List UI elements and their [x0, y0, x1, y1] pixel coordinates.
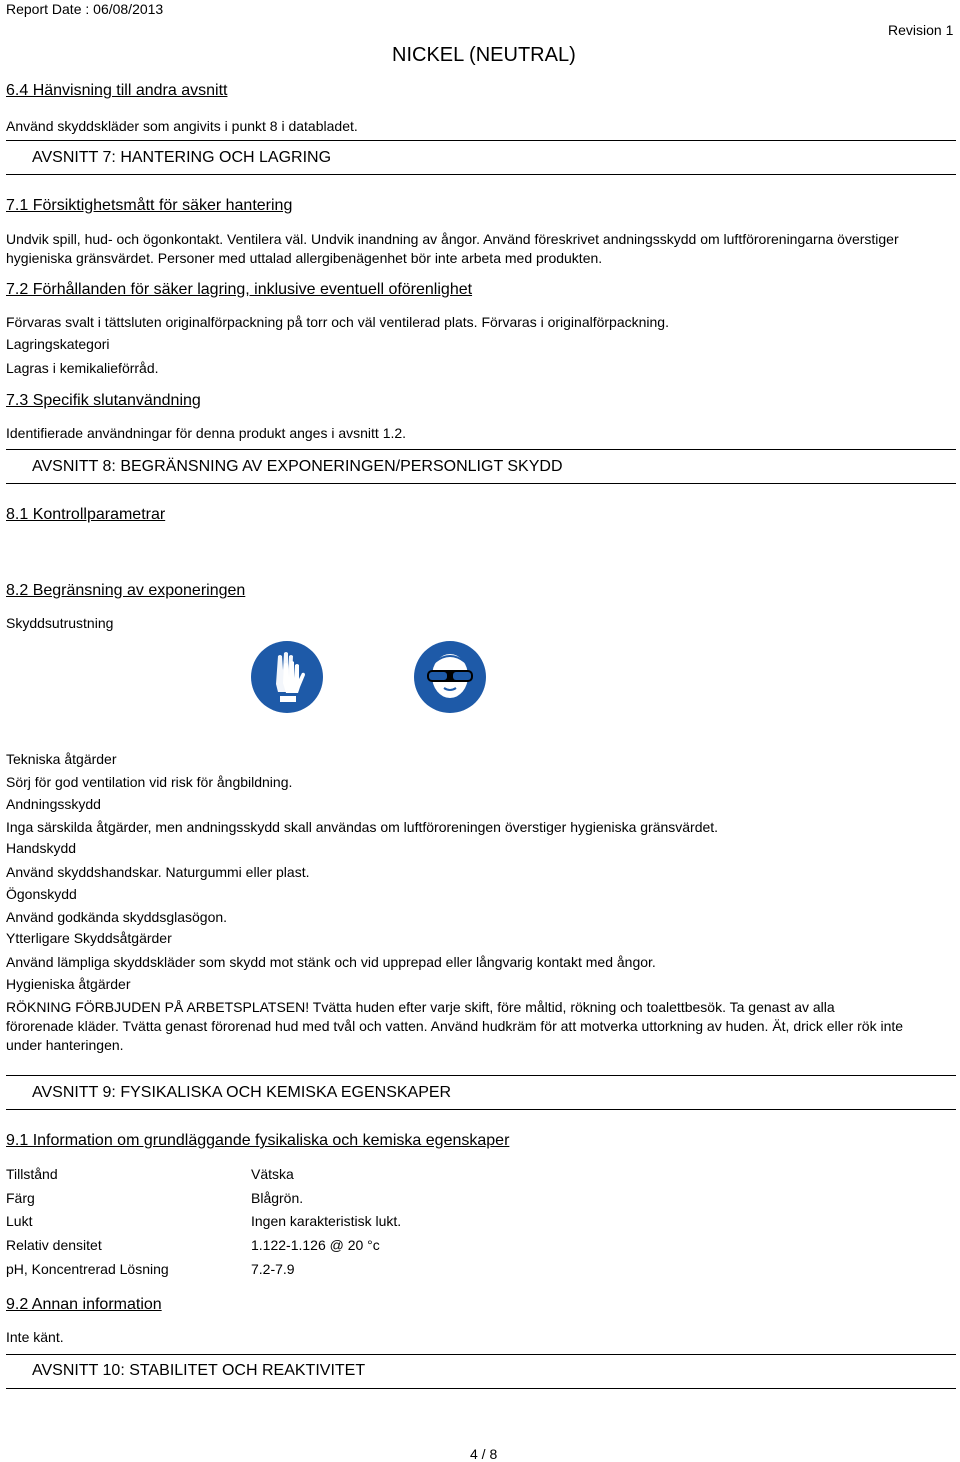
section-9-1-title: 9.1 Information om grundläggande fysikaliska och kemiska egenskaper [6, 1132, 510, 1149]
gloves-icon [250, 640, 324, 719]
section-7-1-text: Undvik spill, hud- och ögonkontakt. Ventilera väl. Undvik inandning av ångor. Använd föreskrivet andningsskydd om luftföroreningarna överstiger hygieniska gränsvärdet. Personer med uttalad allergibenägenhet bör inte arbeta med produkten. [6, 231, 899, 266]
divider [6, 1109, 956, 1110]
hand-protection-label: Handskydd [6, 840, 77, 856]
section-7-2-title: 7.2 Förhållanden för säker lagring, inklusive eventuell oförenlighet [6, 281, 473, 298]
prop-value: Ingen karakteristisk lukt. [251, 1213, 402, 1229]
section-7-2-text: Förvaras svalt i tättsluten originalförpackning på torr och väl ventilerad plats. Förvaras i originalförpackning. [6, 314, 669, 330]
prop-label: Färg [6, 1190, 35, 1206]
hand-protection-text: Använd skyddshandskar. Naturgummi eller plast. [6, 864, 310, 880]
storage-category-label: Lagringskategori [6, 336, 110, 352]
divider [6, 140, 956, 141]
section-9-2-text: Inte känt. [6, 1329, 64, 1345]
respiratory-label: Andningsskydd [6, 796, 101, 812]
section-7-3-text: Identifierade användningar för denna produkt anges i avsnitt 1.2. [6, 425, 407, 441]
divider [6, 483, 956, 484]
prop-value: 1.122-1.126 @ 20 °c [251, 1237, 380, 1253]
prop-label: Lukt [6, 1213, 33, 1229]
storage-category-value: Lagras i kemikalieförråd. [6, 360, 159, 376]
revision: Revision 1 [888, 22, 954, 38]
section-7-1-title: 7.1 Försiktighetsmått för säker hantering [6, 197, 293, 214]
goggles-icon [413, 640, 487, 719]
additional-protection-text: Använd lämpliga skyddskläder som skydd mot stänk och vid upprepad eller långvarig kontakt med ångor. [6, 954, 656, 970]
additional-protection-label: Ytterligare Skyddsåtgärder [6, 930, 172, 946]
section-8-title: AVSNITT 8: BEGRÄNSNING AV EXPONERINGEN/PERSONLIGT SKYDD [32, 458, 563, 475]
divider [6, 1075, 956, 1076]
hygiene-label: Hygieniska åtgärder [6, 976, 131, 992]
technical-measures-label: Tekniska åtgärder [6, 751, 117, 767]
divider [6, 1354, 956, 1355]
divider [6, 1388, 956, 1389]
product-name: NICKEL (NEUTRAL) [392, 44, 576, 66]
technical-measures-text: Sörj för god ventilation vid risk för ångbildning. [6, 774, 293, 790]
prop-value: Vätska [251, 1166, 294, 1182]
ppe-label: Skyddsutrustning [6, 615, 114, 631]
report-date: Report Date : 06/08/2013 [6, 1, 164, 17]
section-7-title: AVSNITT 7: HANTERING OCH LAGRING [32, 149, 332, 166]
section-6-4-text: Använd skyddskläder som angivits i punkt 8 i databladet. [6, 118, 358, 134]
prop-label: Relativ densitet [6, 1237, 102, 1253]
section-7-3-title: 7.3 Specifik slutanvändning [6, 392, 201, 409]
page-number: 4 / 8 [470, 1446, 498, 1462]
eye-protection-label: Ögonskydd [6, 886, 77, 902]
section-10-title: AVSNITT 10: STABILITET OCH REAKTIVITET [32, 1362, 366, 1379]
prop-value: 7.2-7.9 [251, 1261, 295, 1277]
prop-label: pH, Koncentrerad Lösning [6, 1261, 169, 1277]
eye-protection-text: Använd godkända skyddsglasögon. [6, 909, 228, 925]
divider [6, 174, 956, 175]
section-9-title: AVSNITT 9: FYSIKALISKA OCH KEMISKA EGENSKAPER [32, 1084, 452, 1101]
section-8-1-title: 8.1 Kontrollparametrar [6, 506, 166, 523]
section-9-2-title: 9.2 Annan information [6, 1296, 162, 1313]
section-8-2-title: 8.2 Begränsning av exponeringen [6, 582, 246, 599]
respiratory-text: Inga särskilda åtgärder, men andningsskydd skall användas om luftföroreningen överstiger hygieniska gränsvärdet. [6, 819, 719, 835]
prop-value: Blågrön. [251, 1190, 304, 1206]
hygiene-text: RÖKNING FÖRBJUDEN PÅ ARBETSPLATSEN! Tvätta huden efter varje skift, före måltid, rökning och toalettbesök. Ta genast av alla förorenade kläder. Tvätta genast förorenad hud med tvål och vatten. Använd hudkräm för att motverka uttorkning av huden. Ät, drick eller rök inte under hanteringen. [6, 999, 904, 1053]
section-6-4-title: 6.4 Hänvisning till andra avsnitt [6, 82, 228, 99]
prop-label: Tillstånd [6, 1166, 58, 1182]
divider [6, 449, 956, 450]
